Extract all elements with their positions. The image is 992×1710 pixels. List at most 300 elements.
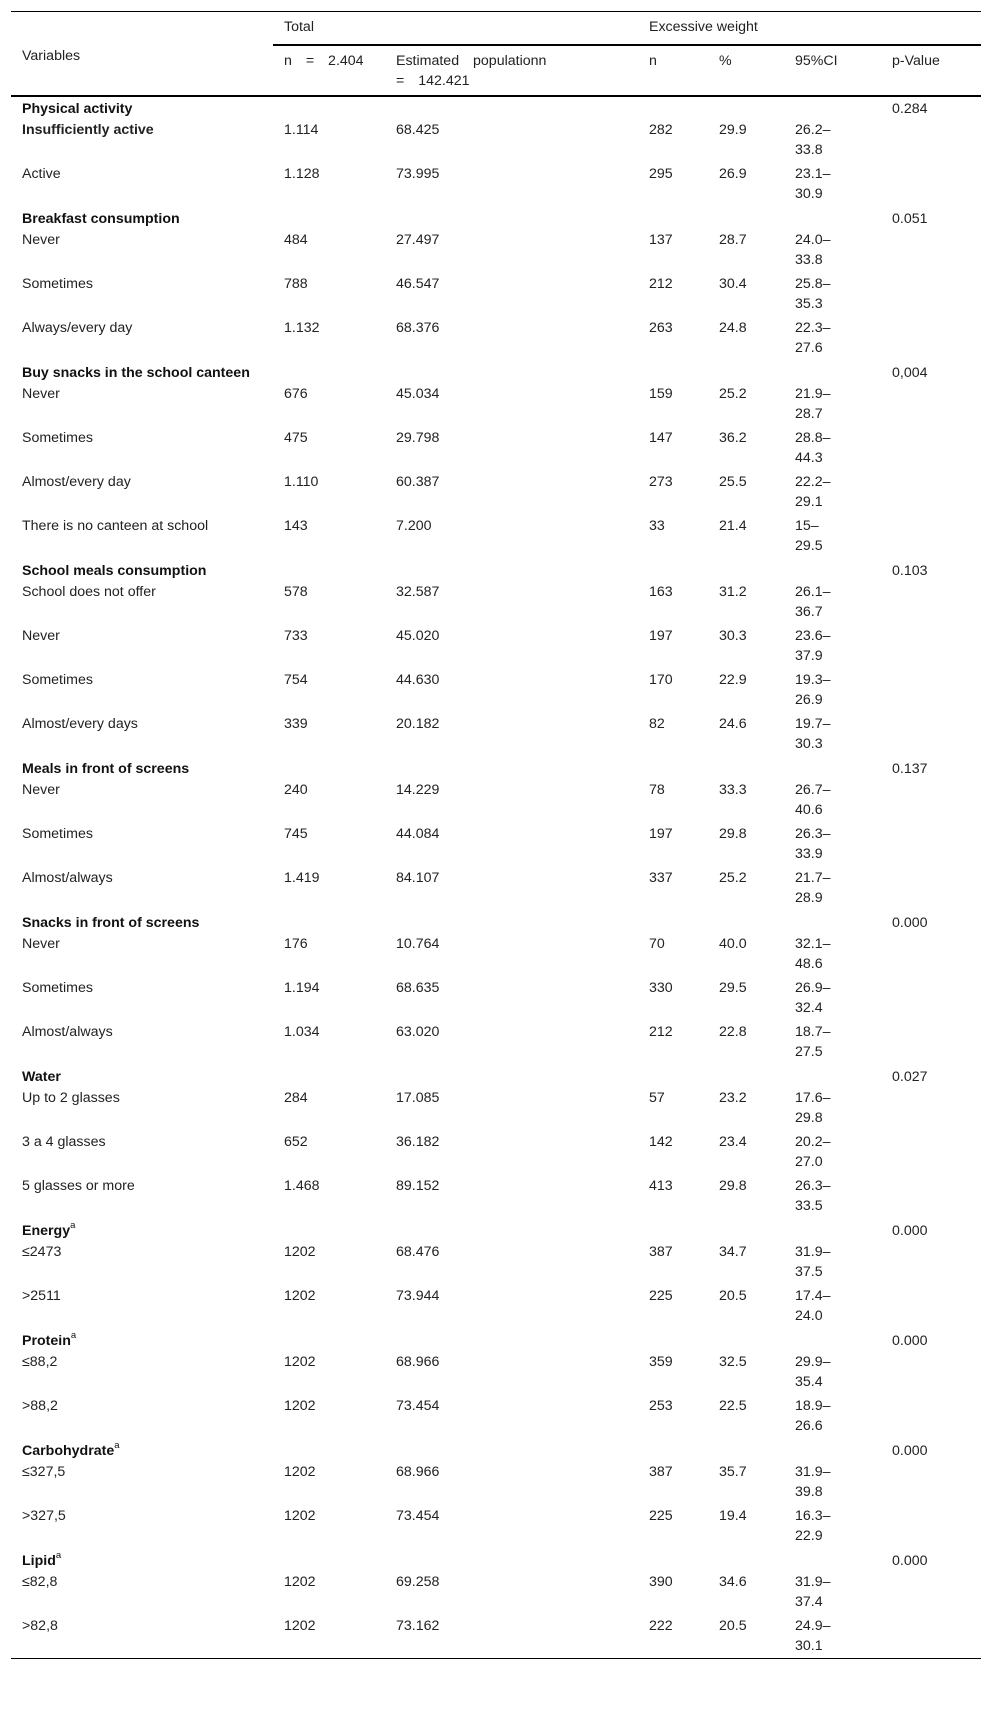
empty-cell xyxy=(273,1329,385,1351)
empty-cell xyxy=(881,1351,981,1395)
excessive-n: 78 xyxy=(649,781,665,798)
empty-cell xyxy=(784,207,881,229)
empty-cell xyxy=(385,361,638,383)
row-label: Never xyxy=(22,231,60,248)
group-row xyxy=(11,1065,981,1087)
table-row xyxy=(11,273,981,317)
total-n: 578 xyxy=(284,583,308,600)
group-label xyxy=(11,559,273,581)
ew-n-header: n xyxy=(638,45,708,96)
estimated-population: 27.497 xyxy=(396,231,440,248)
confidence-interval: 20.2–27.0 xyxy=(795,1133,831,1170)
row-label: Sometimes xyxy=(22,429,93,446)
empty-cell xyxy=(784,1329,881,1351)
n-total-header: n = 2.404 xyxy=(273,45,385,96)
empty-cell xyxy=(881,317,981,361)
empty-cell xyxy=(881,163,981,207)
excessive-n: 142 xyxy=(649,1133,673,1150)
empty-cell xyxy=(638,1219,708,1241)
empty-cell xyxy=(708,207,784,229)
confidence-interval: 23.1–30.9 xyxy=(795,165,831,202)
excessive-percent: 19.4 xyxy=(719,1507,747,1524)
confidence-interval: 26.1–36.7 xyxy=(795,583,831,620)
excessive-n: 387 xyxy=(649,1243,673,1260)
estimated-population: 69.258 xyxy=(396,1573,440,1590)
table-row xyxy=(11,625,981,669)
footnote-marker: a xyxy=(55,1549,62,1561)
p-value: 0.000 xyxy=(892,1552,928,1569)
confidence-interval: 31.9–37.4 xyxy=(795,1573,831,1610)
group-label xyxy=(11,1219,273,1241)
empty-cell xyxy=(708,757,784,779)
confidence-interval: 18.9–26.6 xyxy=(795,1397,831,1434)
total-n: 1202 xyxy=(284,1243,316,1260)
empty-cell xyxy=(273,1549,385,1571)
confidence-interval: 19.3–26.9 xyxy=(795,671,831,708)
group-label xyxy=(11,1439,273,1461)
excessive-n: 390 xyxy=(649,1573,673,1590)
confidence-interval: 22.3–27.6 xyxy=(795,319,831,356)
excessive-n: 212 xyxy=(649,1023,673,1040)
empty-cell xyxy=(881,1285,981,1329)
table-row xyxy=(11,515,981,559)
excessive-n: 359 xyxy=(649,1353,673,1370)
confidence-interval: 18.7–27.5 xyxy=(795,1023,831,1060)
excessive-n: 337 xyxy=(649,869,673,886)
group-label-text: Breakfast consumption xyxy=(22,210,180,227)
empty-cell xyxy=(708,1439,784,1461)
total-n: 1202 xyxy=(284,1287,316,1304)
excessive-percent: 29.8 xyxy=(719,825,747,842)
empty-cell xyxy=(784,1219,881,1241)
table-row xyxy=(11,1615,981,1659)
p-value: 0.027 xyxy=(892,1068,928,1085)
excessive-percent: 33.3 xyxy=(719,781,747,798)
row-label: Almost/always xyxy=(22,1023,113,1040)
total-n: 240 xyxy=(284,781,308,798)
footnote-marker: a xyxy=(70,1219,76,1231)
empty-cell xyxy=(708,911,784,933)
row-label: Sometimes xyxy=(22,671,93,688)
row-label: Almost/every day xyxy=(22,473,131,490)
confidence-interval: 26.3–33.5 xyxy=(795,1177,831,1214)
data-table xyxy=(11,11,981,1659)
empty-cell xyxy=(708,361,784,383)
empty-cell xyxy=(638,757,708,779)
footnote-marker: a xyxy=(70,1329,77,1341)
table-row xyxy=(11,229,981,273)
total-n: 1.110 xyxy=(284,473,319,490)
group-row xyxy=(11,1439,981,1461)
excessive-percent: 40.0 xyxy=(719,935,747,952)
excessive-percent: 30.3 xyxy=(719,627,747,644)
group-label-text: Snacks in front of screens xyxy=(22,914,200,931)
empty-cell xyxy=(881,471,981,515)
empty-cell xyxy=(784,559,881,581)
empty-cell xyxy=(638,361,708,383)
empty-cell xyxy=(385,1439,638,1461)
confidence-interval: 21.9–28.7 xyxy=(795,385,831,422)
empty-cell xyxy=(881,933,981,977)
estimated-population: 14.229 xyxy=(396,781,440,798)
confidence-interval: 22.2–29.1 xyxy=(795,473,831,510)
excessive-weight-header: Excessive weight xyxy=(638,12,981,45)
empty-cell xyxy=(881,625,981,669)
empty-cell xyxy=(385,1549,638,1571)
empty-cell xyxy=(708,96,784,119)
excessive-percent: 25.2 xyxy=(719,385,747,402)
excessive-n: 170 xyxy=(649,671,673,688)
empty-cell xyxy=(881,713,981,757)
row-label: Never xyxy=(22,935,60,952)
total-n: 1202 xyxy=(284,1573,316,1590)
total-n: 339 xyxy=(284,715,308,732)
row-label: Always/every day xyxy=(22,319,133,336)
table-row xyxy=(11,779,981,823)
percent-header: % xyxy=(708,45,784,96)
excessive-n: 330 xyxy=(649,979,673,996)
empty-cell xyxy=(881,779,981,823)
total-n: 733 xyxy=(284,627,308,644)
estimated-population: 73.944 xyxy=(396,1287,440,1304)
empty-cell xyxy=(385,96,638,119)
estimated-population: 89.152 xyxy=(396,1177,440,1194)
empty-cell xyxy=(385,757,638,779)
empty-cell xyxy=(385,1065,638,1087)
confidence-interval: 31.9–37.5 xyxy=(795,1243,831,1280)
empty-cell xyxy=(638,559,708,581)
total-n: 1.034 xyxy=(284,1023,320,1040)
table-row xyxy=(11,1351,981,1395)
excessive-n: 163 xyxy=(649,583,673,600)
table-row xyxy=(11,1087,981,1131)
confidence-interval: 17.4–24.0 xyxy=(795,1287,831,1324)
empty-cell xyxy=(273,757,385,779)
empty-cell xyxy=(881,273,981,317)
estimated-population: 45.034 xyxy=(396,385,440,402)
group-label xyxy=(11,911,273,933)
excessive-percent: 34.6 xyxy=(719,1573,747,1590)
estimated-population: 46.547 xyxy=(396,275,440,292)
estimated-population: 29.798 xyxy=(396,429,440,446)
row-label: Sometimes xyxy=(22,979,93,996)
excessive-percent: 35.7 xyxy=(719,1463,747,1480)
p-value: 0.000 xyxy=(892,1332,928,1349)
table-row xyxy=(11,119,981,163)
total-header: Total xyxy=(273,12,638,45)
excessive-percent: 31.2 xyxy=(719,583,747,600)
excessive-percent: 20.5 xyxy=(708,1615,784,1659)
confidence-interval: 29.9–35.4 xyxy=(795,1353,831,1390)
empty-cell xyxy=(881,1461,981,1505)
total-n: 745 xyxy=(284,825,308,842)
empty-cell xyxy=(881,669,981,713)
group-label xyxy=(11,361,273,383)
total-n: 754 xyxy=(284,671,308,688)
empty-cell xyxy=(638,1439,708,1461)
table-row xyxy=(11,1285,981,1329)
empty-cell xyxy=(881,1021,981,1065)
excessive-percent: 20.5 xyxy=(719,1287,747,1304)
estimated-population: 73.454 xyxy=(396,1397,440,1414)
group-label xyxy=(11,96,273,119)
p-value: 0.137 xyxy=(892,760,928,777)
row-label: School does not offer xyxy=(22,583,156,600)
empty-cell xyxy=(881,515,981,559)
excessive-percent: 24.8 xyxy=(719,319,747,336)
excessive-n: 253 xyxy=(649,1397,673,1414)
excessive-percent: 21.4 xyxy=(719,517,747,534)
empty-cell xyxy=(881,1241,981,1285)
excessive-n: 197 xyxy=(649,627,673,644)
confidence-interval: 23.6–37.9 xyxy=(795,627,831,664)
excessive-percent: 36.2 xyxy=(719,429,747,446)
empty-cell xyxy=(385,559,638,581)
row-label: >82,8 xyxy=(11,1615,273,1659)
row-label: >2511 xyxy=(22,1287,61,1304)
empty-cell xyxy=(273,1439,385,1461)
empty-cell xyxy=(881,1571,981,1615)
excessive-percent: 25.5 xyxy=(719,473,747,490)
confidence-interval: 26.7–40.6 xyxy=(795,781,831,818)
group-row xyxy=(11,911,981,933)
group-label-text: School meals consumption xyxy=(22,562,207,579)
empty-cell xyxy=(784,757,881,779)
excessive-n: 197 xyxy=(649,825,673,842)
empty-cell xyxy=(881,383,981,427)
estimated-population: 63.020 xyxy=(396,1023,440,1040)
excessive-percent: 26.9 xyxy=(719,165,747,182)
empty-cell xyxy=(881,823,981,867)
table-row xyxy=(11,867,981,911)
estimated-population: 68.376 xyxy=(396,319,440,336)
table-row xyxy=(11,471,981,515)
p-value: 0.000 xyxy=(892,1442,928,1459)
row-label: Active xyxy=(22,165,61,182)
row-label: ≤82,8 xyxy=(22,1573,58,1590)
excessive-n: 273 xyxy=(649,473,673,490)
excessive-n: 413 xyxy=(649,1177,673,1194)
empty-cell xyxy=(385,1219,638,1241)
confidence-interval: 32.1–48.6 xyxy=(795,935,831,972)
total-n: 1202 xyxy=(284,1353,316,1370)
table-row xyxy=(11,317,981,361)
empty-cell xyxy=(784,1065,881,1087)
table-row xyxy=(11,713,981,757)
group-row xyxy=(11,96,981,119)
excessive-n: 282 xyxy=(649,121,673,138)
empty-cell xyxy=(881,1395,981,1439)
table-row xyxy=(11,669,981,713)
confidence-interval: 25.8–35.3 xyxy=(795,275,831,312)
group-label-text: Carbohydrate xyxy=(22,1442,115,1459)
table-row xyxy=(11,1461,981,1505)
excessive-n: 159 xyxy=(649,385,673,402)
total-n: 484 xyxy=(284,231,308,248)
empty-cell xyxy=(881,1175,981,1219)
excessive-percent: 22.8 xyxy=(719,1023,747,1040)
total-n: 1.132 xyxy=(284,319,320,336)
excessive-n: 137 xyxy=(649,231,673,248)
excessive-percent: 22.5 xyxy=(719,1397,747,1414)
empty-cell xyxy=(881,1505,981,1549)
empty-cell xyxy=(881,581,981,625)
estimated-population: 73.162 xyxy=(385,1615,638,1659)
excessive-percent: 23.2 xyxy=(719,1089,747,1106)
empty-cell xyxy=(273,1065,385,1087)
table-row xyxy=(11,581,981,625)
variables-header: Variables xyxy=(11,12,273,96)
total-n: 1.128 xyxy=(284,165,320,182)
excessive-percent: 29.8 xyxy=(719,1177,747,1194)
excessive-percent: 30.4 xyxy=(719,275,747,292)
empty-cell xyxy=(273,207,385,229)
table-row xyxy=(11,1505,981,1549)
estimated-population: 84.107 xyxy=(396,869,440,886)
empty-cell xyxy=(708,1219,784,1241)
estimated-population: 10.764 xyxy=(396,935,440,952)
empty-cell xyxy=(385,207,638,229)
confidence-interval: 15–29.5 xyxy=(795,517,823,554)
group-row xyxy=(11,559,981,581)
confidence-interval: 17.6–29.8 xyxy=(795,1089,831,1126)
estimated-population: 36.182 xyxy=(396,1133,440,1150)
estimated-population: 44.084 xyxy=(396,825,440,842)
empty-cell xyxy=(784,1549,881,1571)
table-row xyxy=(11,1395,981,1439)
excessive-n: 70 xyxy=(649,935,665,952)
row-label: Never xyxy=(22,385,60,402)
estimated-population: 68.966 xyxy=(396,1463,440,1480)
p-value: 0.051 xyxy=(892,210,928,227)
table-row xyxy=(11,1021,981,1065)
row-label: There is no canteen at school xyxy=(22,517,209,534)
empty-cell xyxy=(881,977,981,1021)
confidence-interval: 28.8–44.3 xyxy=(795,429,831,466)
empty-cell xyxy=(708,1329,784,1351)
excessive-n: 295 xyxy=(649,165,673,182)
estimated-population: 68.966 xyxy=(396,1353,440,1370)
header-row-top xyxy=(11,12,981,45)
excessive-n: 225 xyxy=(649,1287,673,1304)
excessive-n: 57 xyxy=(649,1089,665,1106)
group-row xyxy=(11,207,981,229)
empty-cell xyxy=(881,1615,981,1659)
total-n: 1.114 xyxy=(284,121,319,138)
empty-cell xyxy=(708,559,784,581)
table-row xyxy=(11,1571,981,1615)
row-label: ≤2473 xyxy=(22,1243,62,1260)
excessive-n: 222 xyxy=(638,1615,708,1659)
ci-header: 95%CI xyxy=(784,45,881,96)
empty-cell xyxy=(784,911,881,933)
table-container xyxy=(11,11,981,1659)
excessive-n: 212 xyxy=(649,275,673,292)
empty-cell xyxy=(273,1219,385,1241)
estimated-population: 7.200 xyxy=(396,517,432,534)
excessive-percent: 24.6 xyxy=(719,715,747,732)
estimated-population: 68.476 xyxy=(396,1243,440,1260)
total-n: 1202 xyxy=(273,1615,385,1659)
group-row xyxy=(11,1219,981,1241)
empty-cell xyxy=(638,1329,708,1351)
row-label: Sometimes xyxy=(22,275,93,292)
total-n: 788 xyxy=(284,275,308,292)
total-n: 676 xyxy=(284,385,308,402)
estimated-population: 20.182 xyxy=(396,715,440,732)
excessive-percent: 28.7 xyxy=(719,231,747,248)
confidence-interval: 26.3–33.9 xyxy=(795,825,831,862)
empty-cell xyxy=(273,96,385,119)
empty-cell xyxy=(784,361,881,383)
row-label: Up to 2 glasses xyxy=(22,1089,120,1106)
excessive-percent: 29.9 xyxy=(719,121,747,138)
excessive-n: 387 xyxy=(649,1463,673,1480)
row-label: >88,2 xyxy=(22,1397,58,1414)
empty-cell xyxy=(881,427,981,471)
total-n: 176 xyxy=(284,935,308,952)
total-n: 1202 xyxy=(284,1463,316,1480)
empty-cell xyxy=(638,1549,708,1571)
estimated-population: 68.635 xyxy=(396,979,440,996)
group-label-text: Lipid xyxy=(22,1552,56,1569)
group-label-text: Physical activity xyxy=(22,100,133,117)
estimated-population: 73.995 xyxy=(396,165,440,182)
total-n: 1.468 xyxy=(284,1177,320,1194)
empty-cell xyxy=(638,1065,708,1087)
empty-cell xyxy=(881,229,981,273)
confidence-interval: 31.9–39.8 xyxy=(795,1463,831,1500)
group-label-text: Water xyxy=(22,1068,61,1085)
group-label xyxy=(11,1065,273,1087)
p-value: 0.000 xyxy=(892,914,928,931)
excessive-percent: 32.5 xyxy=(719,1353,747,1370)
empty-cell xyxy=(638,911,708,933)
confidence-interval: 21.7–28.9 xyxy=(795,869,831,906)
footnote-marker: a xyxy=(114,1439,120,1451)
excessive-n: 225 xyxy=(649,1507,673,1524)
row-label: Sometimes xyxy=(22,825,93,842)
estimated-population-header: Estimated populationn = 142.421 xyxy=(385,45,638,96)
estimated-population: 60.387 xyxy=(396,473,440,490)
confidence-interval: 26.2–33.8 xyxy=(795,121,831,158)
estimated-population: 68.425 xyxy=(396,121,440,138)
excessive-n: 147 xyxy=(649,429,673,446)
group-label xyxy=(11,757,273,779)
p-value: 0.284 xyxy=(892,100,928,117)
row-label: Almost/always xyxy=(22,869,113,886)
table-row xyxy=(11,1241,981,1285)
total-n: 284 xyxy=(284,1089,308,1106)
group-label xyxy=(11,1549,273,1571)
table-row xyxy=(11,1131,981,1175)
row-label: 3 a 4 glasses xyxy=(22,1133,106,1150)
p-value: 0.103 xyxy=(892,562,928,579)
p-value-header: p-Value xyxy=(881,45,981,96)
empty-cell xyxy=(881,1087,981,1131)
estimated-population: 45.020 xyxy=(396,627,440,644)
total-n: 475 xyxy=(284,429,308,446)
total-n: 1202 xyxy=(284,1397,316,1414)
empty-cell xyxy=(273,559,385,581)
total-n: 1.419 xyxy=(284,869,320,886)
row-label: ≤88,2 xyxy=(22,1353,58,1370)
empty-cell xyxy=(881,867,981,911)
excessive-n: 33 xyxy=(649,517,665,534)
empty-cell xyxy=(784,1439,881,1461)
confidence-interval: 24.0–33.8 xyxy=(795,231,831,268)
excessive-percent: 23.4 xyxy=(719,1133,747,1150)
